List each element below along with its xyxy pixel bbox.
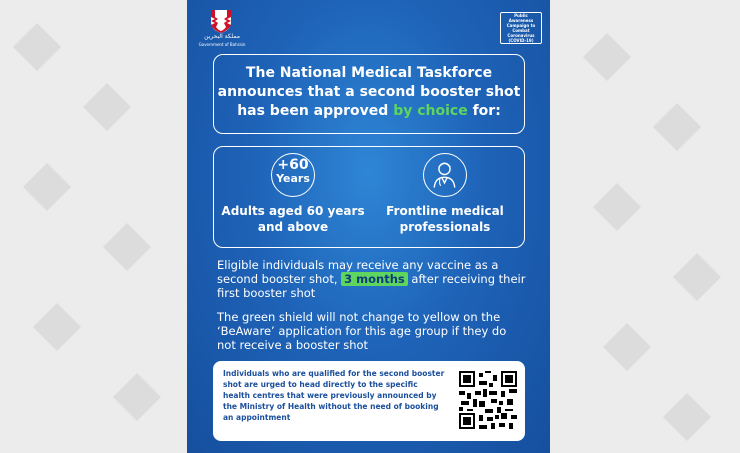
awareness-poster [187,0,550,453]
government-name-english: Government of Bahrain [198,42,246,47]
campaign-label: Public Awareness Campaign to Combat Coronavirus (COVID-19) [506,13,536,43]
group-frontline-medical [370,153,520,235]
headline-suffix: for: [467,103,501,119]
headline-box [213,54,525,134]
age-badge-unit: Years [276,172,310,185]
eligibility-paragraph [217,258,527,300]
notice-box [213,361,525,441]
eligibility-highlight: 3 months [341,272,408,286]
campaign-badge [500,12,542,44]
doctor-icon [423,153,467,197]
notice-text: Individuals who are qualified for the second booster shot are urged to head directly to the specific health centres that were previously announced by the Ministry of Health without the need of booking an appointment [223,369,445,422]
government-name-arabic: مملكة البحرين [204,33,240,40]
group-label: Adults aged 60 years and above [221,204,365,234]
age-60-icon [271,153,315,197]
eligibility-suffix: after receiving their first booster shot [217,272,526,300]
group-adults-60 [218,153,368,235]
bahrain-emblem-icon [209,8,233,34]
group-label: Frontline medical professionals [386,204,504,234]
eligibility-text: Eligible individuals may receive any vaccine as a second booster shot, [217,258,499,286]
qr-code-icon[interactable] [459,371,517,429]
age-badge-number: +60 [277,157,309,173]
headline-highlight: by choice [393,103,468,119]
shield-paragraph: The green shield will not change to yellow on the ‘BeAware’ application for this age group if they do not receive a booster shot [217,310,507,352]
headline-text: The National Medical Taskforce announces that a second booster shot has been approved [217,65,521,119]
eligible-groups-box [213,146,525,248]
